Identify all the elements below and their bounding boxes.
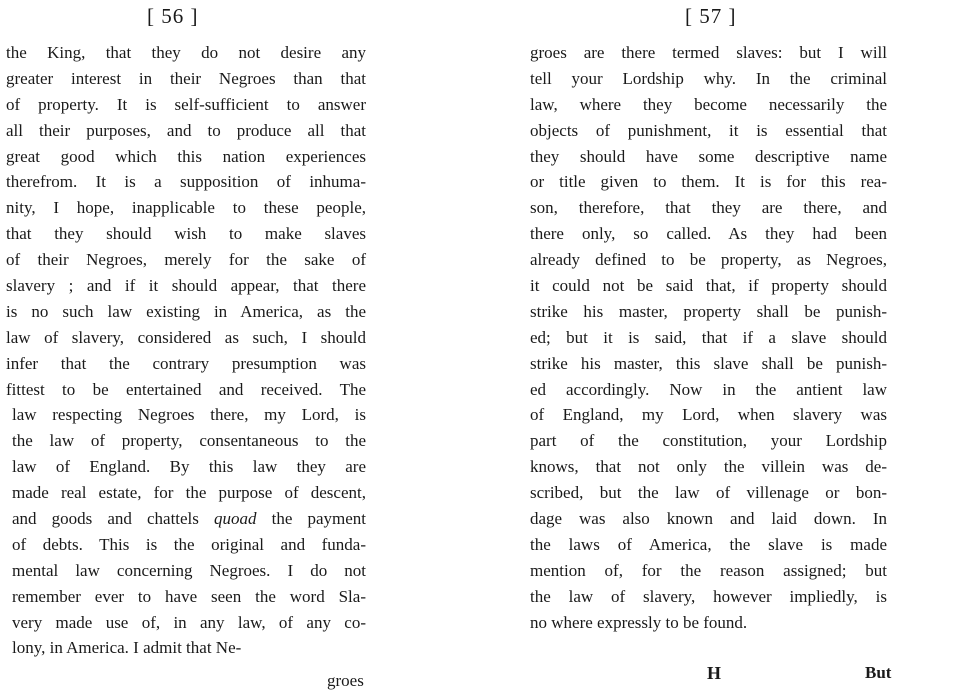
text-line: ed accordingly. Now in the antient law [530,379,887,399]
text-line: of England, my Lord, when slavery was [530,405,887,425]
text-line: strike his master, property shall be punish- [530,301,887,321]
text-line: of property. It is self-sufficient to answer [6,94,366,114]
text-line: that they should wish to make slaves [6,224,366,244]
text-line: there only, so called. As they had been [530,224,887,244]
text-line: the King, that they do not desire any [6,43,366,62]
text-line: law of slavery, considered as such, I should [6,327,366,347]
text-line: law, where they become necessarily the [530,94,887,114]
left-page-text [6,40,366,661]
text-line: groes are there termed slaves: but I will [530,43,887,62]
text-line: law of England. By this law they are [12,457,366,477]
text-line: they should have some descriptive name [530,146,887,166]
text-line: infer that the contrary presumption was [6,353,366,373]
text-line: of debts. This is the original and funda- [12,534,366,554]
text-line: remember ever to have seen the word Sla- [12,586,366,606]
text-line: the law of slavery, however impliedly, is [530,586,887,606]
text-line: strike his master, this slave shall be punish- [530,353,887,373]
right-page-number: [ 57 ] [685,4,737,28]
text-line: lony, in America. I admit that Ne- [12,638,242,658]
text-line: part of the constitution, your Lordship [530,431,887,451]
text-line: of their Negroes, merely for the sake of [6,250,366,270]
text-line: is no such law existing in America, as the [6,301,366,321]
text-line: great good which this nation experiences [6,146,366,166]
text-line: scribed, but the law of villenage or bon- [530,483,887,503]
text-line: all their purposes, and to produce all that [6,120,366,140]
left-catchword: groes [327,671,364,690]
text-line: no where expressly to be found. [530,612,748,632]
text-line: nity, I hope, inapplicable to these people, [6,198,366,218]
text-line: slavery ; and if it should appear, that there [6,276,366,296]
text-line: the laws of America, the slave is made [530,534,887,554]
text-line: the law of property, consentaneous to the [12,431,366,451]
text-line-quoad: and goods and chattels quoad the payment [12,509,366,529]
text-line: already defined to be property, as Negroes, [530,250,887,270]
text-line: very made use of, in any law, of any co- [12,612,366,632]
text-line: dage was also known and laid down. In [530,509,887,529]
left-page-number: [ 56 ] [147,4,199,28]
text-line: knows, that not only the villein was de- [530,457,887,477]
text-line: fittest to be entertained and received. The [6,379,366,399]
text-line: therefrom. It is a supposition of inhuma- [6,172,366,192]
signature-mark: H [707,663,722,683]
text-line: objects of punishment, it is essential that [530,120,887,140]
text-line: tell your Lordship why. In the criminal [530,68,887,88]
text-line: greater interest in their Negroes than that [6,68,366,88]
text-line: made real estate, for the purpose of descent, [12,483,366,503]
text-line: son, therefore, that they are there, and [530,198,887,218]
right-catchword: But [865,663,892,682]
text-line: mental law concerning Negroes. I do not [12,560,366,580]
text-line: mention of, for the reason assigned; but [530,560,887,580]
text-line: ed; but it is said, that if a slave should [530,327,887,347]
text-line: or title given to them. It is for this rea- [530,172,887,192]
right-page-text [530,40,887,635]
text-line: law respecting Negroes there, my Lord, is [12,405,366,425]
text-line: it could not be said that, if property should [530,276,887,296]
